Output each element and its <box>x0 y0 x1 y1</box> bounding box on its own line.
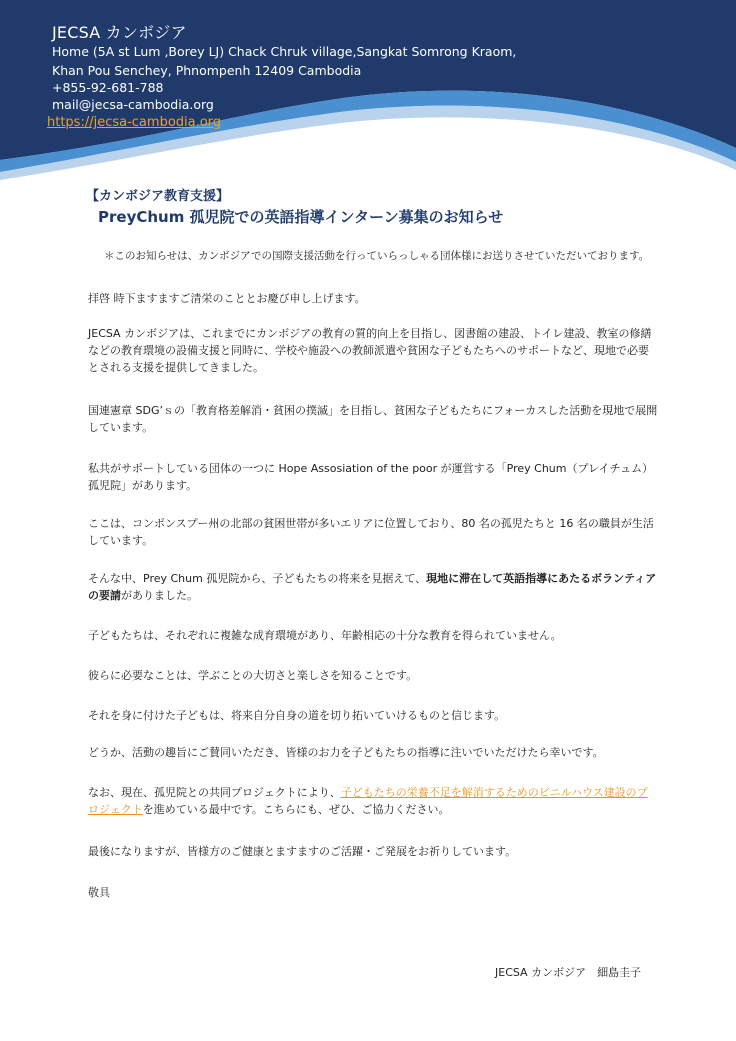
closing-word: 敬具 <box>88 886 110 899</box>
paragraph-5-end: がありました。 <box>121 589 198 602</box>
paragraph-10-end: を進めている最中です。こちらにも、ぜひ、ご協力ください。 <box>142 803 450 816</box>
org-name: JECSA カンボジア <box>52 23 187 42</box>
paragraph-5 <box>88 570 658 604</box>
paragraph-4: ここは、コンポンスプー州の北部の貧困世帯が多いエリアに位置しており、80 名の孤児たちと 16 名の職員が生活しています。 <box>88 517 654 547</box>
signature: JECSA カンボジア 細島圭子 <box>495 966 642 979</box>
paragraph-6: 子どもたちは、それぞれに複雑な成育環境があり、年齢相応の十分な教育を得られていません。 <box>88 629 562 642</box>
paragraph-1: JECSA カンボジアは、これまでにカンボジアの教育の質的向上を目指し、図書館の建設、トイレ建設、教室の修繕などの教育環境の設備支援と同時に、学校や施設への教師派遣や貧困な子どもたちへのサポートなど、現地で必要とされる支援を提供してきました。 <box>88 327 652 374</box>
paragraph-3: 私共がサポートしている団体の一つに Hope Assosiation of the poor が運営する「Prey Chum（プレイチュム）孤児院」があります。 <box>88 462 654 492</box>
document-title: PreyChum 孤児院での英語指導インターン募集のお知らせ <box>98 208 504 226</box>
address-line-1: Home (5A st Lum ,Borey LJ) Chack Chruk village,Sangkat Somrong Kraom, <box>52 44 517 59</box>
paragraph-2: 国連憲章 SDG’ｓの「教育格差解消・貧困の撲滅」を目指し、貧困な子どもたちにフォーカスした活動を現地で展開しています。 <box>88 404 658 434</box>
paragraph-7: 彼らに必要なことは、学ぶことの大切さと楽しさを知ることです。 <box>88 669 418 682</box>
paragraph-10-text: なお、現在、孤児院との共同プロジェクトにより、 <box>88 786 341 799</box>
website-link[interactable]: https://jecsa-cambodia.org <box>47 115 222 130</box>
paragraph-10 <box>88 784 658 818</box>
document-category: 【カンボジア教育支援】 <box>86 189 230 204</box>
address-line-2: Khan Pou Senchey, Phnompenh 12409 Cambodia <box>52 63 362 78</box>
paragraph-8: それを身に付けた子どもは、将来自分自身の道を切り拓いていけるものと信じます。 <box>88 709 506 722</box>
paragraph-5-text: そんな中、Prey Chum 孤児院から、子どもたちの将来を見据えて、 <box>88 572 427 585</box>
greeting-paragraph: 拝啓 時下ますますご清栄のこととお慶び申し上げます。 <box>88 292 366 305</box>
paragraph-9: どうか、活動の趣旨にご賛同いただき、皆様のお力を子どもたちの指導に注いでいただけたら幸いです。 <box>88 746 604 759</box>
paragraph-11: 最後になりますが、皆様方のご健康とますますのご活躍・ご発展をお祈りしています。 <box>88 845 517 858</box>
notice-note: ＊このお知らせは、カンボジアでの国際支援活動を行っていらっしゃる団体様にお送りさせていただいております。 <box>104 250 650 262</box>
vinyl-house-project-link[interactable]: 子どもたちの栄養不足を解消するためのビニルハウス建設のプロジェクト <box>88 786 648 816</box>
email-address[interactable]: mail@jecsa-cambodia.org <box>52 97 214 112</box>
paragraph-5-bold: 現地に滞在して英語指導にあたるボランティアの要請 <box>88 572 657 602</box>
phone-number: +855-92-681-788 <box>52 80 164 95</box>
